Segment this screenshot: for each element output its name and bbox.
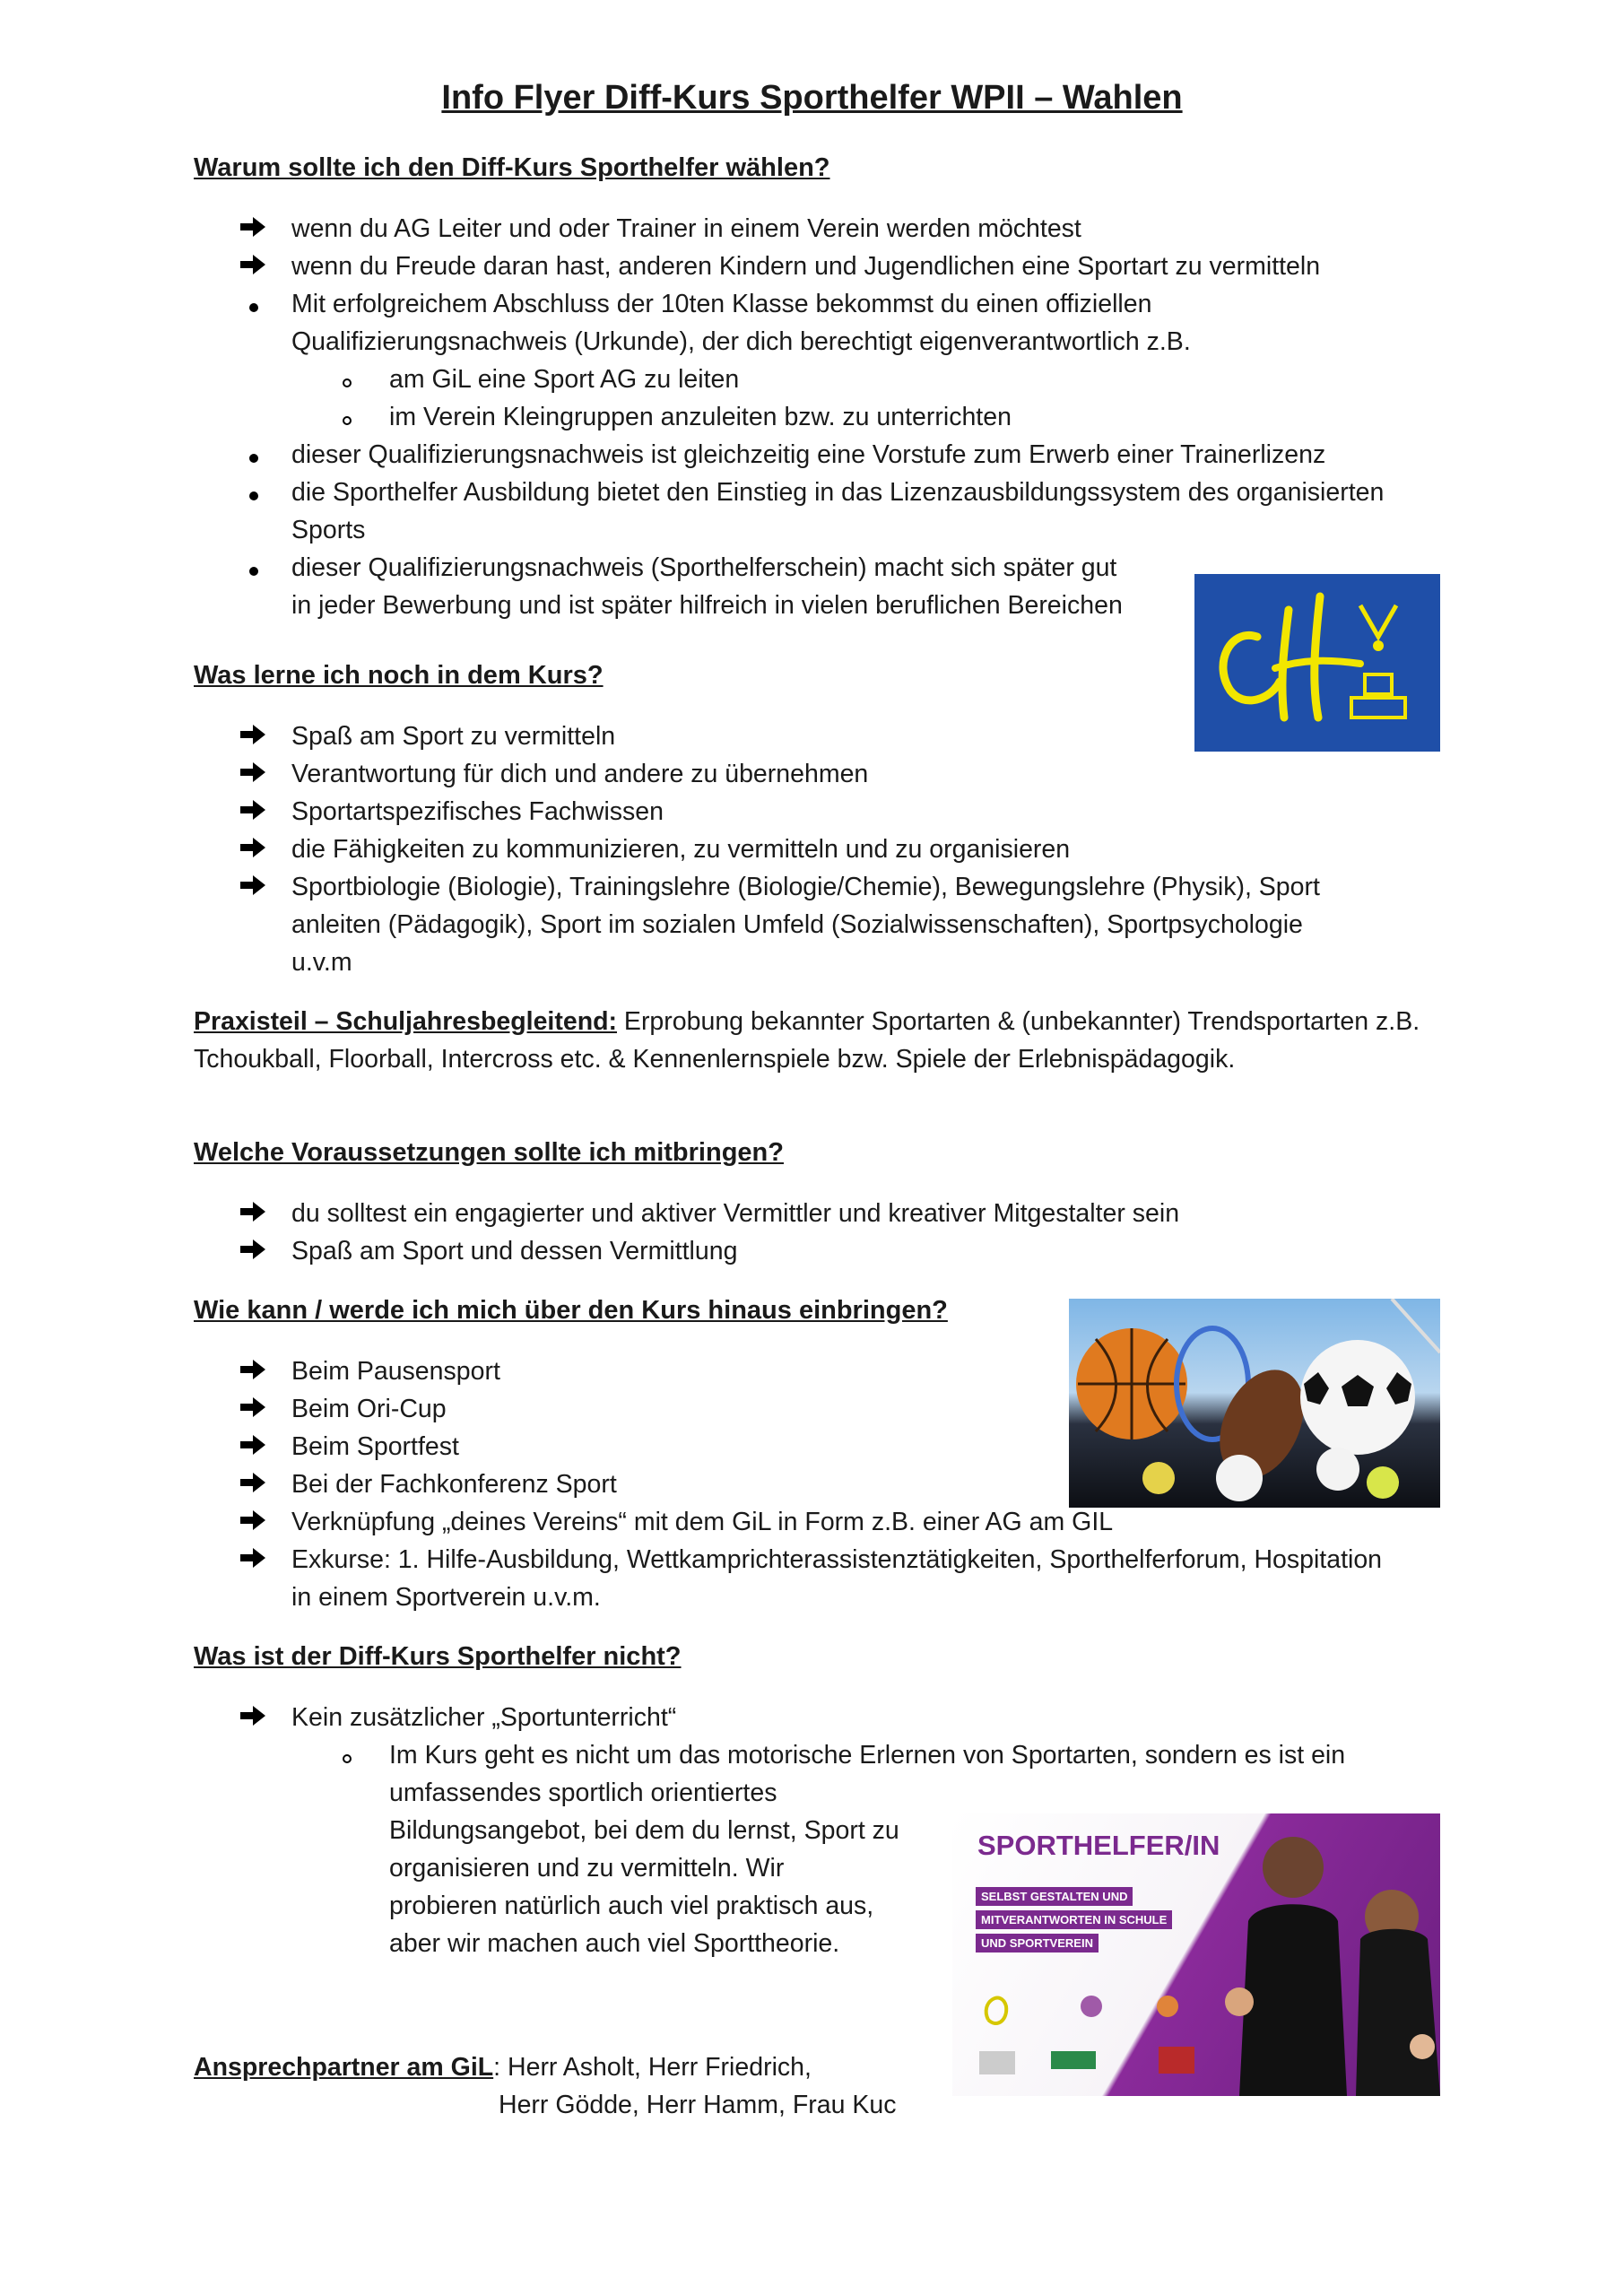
sub-list-item: am GiL eine Sport AG zu leiten <box>389 365 740 394</box>
list-item: Bei der Fachkonferenz Sport <box>291 1470 617 1499</box>
list-item-cont: in jeder Bewerbung und ist später hilfreich in vielen beruflichen Bereichen <box>291 591 1123 620</box>
list-item: dieser Qualifizierungsnachweis ist gleichzeitig eine Vorstufe zum Erwerb einer Trainerlizenz <box>291 440 1326 469</box>
arrow-bullet-icon <box>240 1352 265 1390</box>
arrow-bullet-icon <box>240 1428 265 1465</box>
list-item: Verantwortung für dich und andere zu übernehmen <box>291 760 869 788</box>
list-item: Sportbiologie (Biologie), Trainingslehre (Biologie/Chemie), Bewegungslehre (Physik), Sport <box>291 873 1320 901</box>
sub-list-item-cont: umfassendes sportlich orientiertes <box>389 1779 777 1807</box>
sub-list-item: im Verein Kleingruppen anzuleiten bzw. zu unterrichten <box>389 403 1012 431</box>
sub-list-item-cont: aber wir machen auch viel Sporttheorie. <box>389 1929 840 1958</box>
list-item-cont: u.v.m <box>291 948 352 977</box>
arrow-bullet-icon <box>240 1390 265 1428</box>
section-heading-not: Was ist der Diff-Kurs Sporthelfer nicht? <box>194 1642 682 1671</box>
flyer-title: SPORTHELFER/IN <box>977 1830 1220 1861</box>
section-heading-why: Warum sollte ich den Diff-Kurs Sporthelfer wählen? <box>194 153 830 182</box>
praxis-text: Erprobung bekannter Sportarten & (unbekannter) Trendsportarten z.B. <box>617 1007 1420 1036</box>
flyer-slogan-3: UND SPORTVEREIN <box>976 1934 1099 1952</box>
sub-list-item-cont: organisieren und zu vermitteln. Wir <box>389 1854 785 1883</box>
sub-list-item-cont: Bildungsangebot, bei dem du lernst, Sport zu <box>389 1816 899 1845</box>
arrow-bullet-icon <box>240 210 265 248</box>
sub-list-item-cont: probieren natürlich auch viel praktisch aus, <box>389 1892 874 1920</box>
list-item: Exkurse: 1. Hilfe-Ausbildung, Wettkamprichterassistenztätigkeiten, Sporthelferforum, Hospitation <box>291 1545 1383 1574</box>
contact-names: Herr Asholt, Herr Friedrich, <box>500 2053 812 2082</box>
bullet-dot-icon <box>249 549 258 587</box>
flyer-slogan-1: SELBST GESTALTEN UND <box>976 1887 1133 1906</box>
praxis-paragraph-cont: Tchoukball, Floorball, Intercross etc. & Kennenlernspiele bzw. Spiele der Erlebnispädagogik. <box>194 1045 1236 1074</box>
sporthelfer-flyer-image <box>952 1813 1440 2096</box>
arrow-bullet-icon <box>240 868 265 906</box>
contact-label: Ansprechpartner am GiL <box>194 2053 494 2082</box>
list-item: wenn du AG Leiter und oder Trainer in einem Verein werden möchtest <box>291 214 1081 243</box>
list-item-cont: Qualifizierungsnachweis (Urkunde), der dich berechtigt eigenverantwortlich z.B. <box>291 327 1191 356</box>
bullet-circle-icon <box>343 398 352 436</box>
bullet-circle-icon <box>343 361 352 398</box>
list-item: Beim Pausensport <box>291 1357 500 1386</box>
list-item: Beim Ori-Cup <box>291 1395 447 1423</box>
list-item: Spaß am Sport zu vermitteln <box>291 722 616 751</box>
sports-balls-photo <box>1069 1299 1440 1508</box>
bullet-dot-icon <box>249 474 258 511</box>
list-item: Spaß am Sport und dessen Vermittlung <box>291 1237 738 1265</box>
arrow-bullet-icon <box>240 1195 265 1232</box>
list-item: die Fähigkeiten zu kommunizieren, zu vermitteln und zu organisieren <box>291 835 1071 864</box>
list-item: Sportartspezifisches Fachwissen <box>291 797 664 826</box>
list-item: Verknüpfung „deines Vereins“ mit dem GiL in Form z.B. einer AG am GIL <box>291 1508 1114 1536</box>
arrow-bullet-icon <box>240 1699 265 1736</box>
flyer-people-illustration <box>952 1813 1440 2096</box>
sporthelfer-logo <box>1194 574 1440 752</box>
flyer-slogan-2: MITVERANTWORTEN IN SCHULE <box>976 1910 1172 1929</box>
list-item: Kein zusätzlicher „Sportunterricht“ <box>291 1703 677 1732</box>
section-heading-requirements: Welche Voraussetzungen sollte ich mitbringen? <box>194 1138 784 1167</box>
arrow-bullet-icon <box>240 755 265 793</box>
arrow-bullet-icon <box>240 831 265 868</box>
section-heading-learn: Was lerne ich noch in dem Kurs? <box>194 661 604 690</box>
contact-line <box>194 2048 812 2086</box>
arrow-bullet-icon <box>240 248 265 285</box>
contact-names-cont: Herr Gödde, Herr Hamm, Frau Kuc <box>499 2091 897 2119</box>
arrow-bullet-icon <box>240 718 265 755</box>
list-item: die Sporthelfer Ausbildung bietet den Einstieg in das Lizenzausbildungssystem des organisierten <box>291 478 1385 507</box>
praxis-paragraph <box>194 1003 1420 1040</box>
list-item: du solltest ein engagierter und aktiver Vermittler und kreativer Mitgestalter sein <box>291 1199 1180 1228</box>
list-item: wenn du Freude daran hast, anderen Kindern und Jugendlichen eine Sportart zu vermitteln <box>291 252 1321 281</box>
section-heading-engagement: Wie kann / werde ich mich über den Kurs hinaus einbringen? <box>194 1296 948 1325</box>
sub-list-item: Im Kurs geht es nicht um das motorische Erlernen von Sportarten, sondern es ist ein <box>389 1741 1346 1770</box>
praxis-label: Praxisteil – Schuljahresbegleitend: <box>194 1007 618 1036</box>
page-title: Info Flyer Diff-Kurs Sporthelfer WPII – Wahlen <box>441 79 1183 117</box>
bullet-circle-icon <box>343 1736 352 1774</box>
list-item-cont: in einem Sportverein u.v.m. <box>291 1583 601 1612</box>
list-item: dieser Qualifizierungsnachweis (Sporthelferschein) macht sich später gut <box>291 553 1117 582</box>
bullet-dot-icon <box>249 436 258 474</box>
arrow-bullet-icon <box>240 1503 265 1541</box>
list-item-cont: anleiten (Pädagogik), Sport im sozialen Umfeld (Sozialwissenschaften), Sportpsychologie <box>291 910 1303 939</box>
arrow-bullet-icon <box>240 1541 265 1578</box>
arrow-bullet-icon <box>240 1465 265 1503</box>
list-item: Mit erfolgreichem Abschluss der 10ten Klasse bekommst du einen offiziellen <box>291 290 1152 318</box>
arrow-bullet-icon <box>240 1232 265 1270</box>
bullet-dot-icon <box>249 285 258 323</box>
contact-colon: : <box>493 2053 501 2082</box>
list-item-cont: Sports <box>291 516 366 544</box>
arrow-bullet-icon <box>240 793 265 831</box>
list-item: Beim Sportfest <box>291 1432 459 1461</box>
